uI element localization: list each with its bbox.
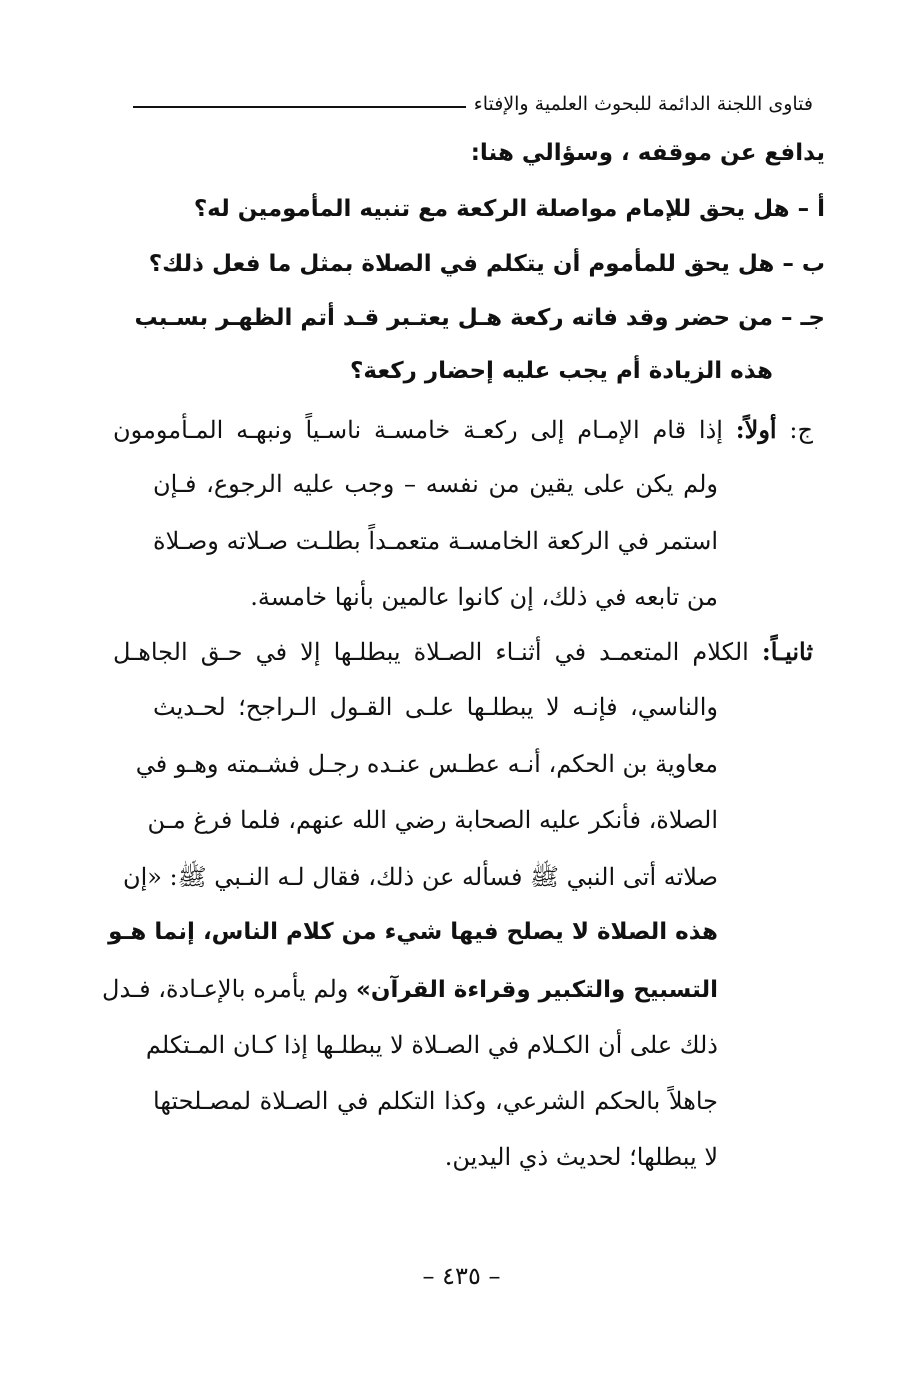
answer-first-label: أولاً: — [735, 415, 777, 444]
question-a: أ – هل يحق للإمام مواصلة الركعة مع تنبيه المأمومين له؟ — [193, 196, 825, 222]
answer-second-text: الكلام المتعمـد في أثنـاء الصـلاة يبطلـها إلا في حـق الجاهـل — [113, 638, 749, 666]
answer-second-line4: الصلاة، فأنكر عليه الصحابة رضي الله عنهم، فلما فرغ مـن — [147, 806, 718, 834]
answer-second-label: ثانيـاً: — [761, 637, 813, 666]
answer-first-line2: ولم يكن على يقين من نفسه – وجب عليه الرجوع، فـإن — [153, 470, 718, 498]
answer-second-line5: صلاته أتى النبي ﷺ فسأله عن ذلك، فقال لـه النـبي ﷺ: «إن — [122, 863, 718, 891]
question-c-line2: هذه الزيادة أم يجب عليه إحضار ركعة؟ — [350, 358, 773, 384]
answer-first-line1 — [113, 415, 813, 444]
answer-first-line4: من تابعه في ذلك، إن كانوا عالمين بأنها خامسة. — [250, 583, 718, 611]
question-intro: يدافع عن موقفه ، وسؤالي هنا: — [470, 140, 825, 166]
answer-second-line3: معاوية بن الحكم، أنـه عطـس عنـده رجـل فشـمته وهـو في — [135, 750, 718, 778]
answer-second-line7-rest: ولم يأمره بالإعـادة، فـدل — [102, 975, 356, 1003]
question-c-line1: جـ – من حضر وقد فاته ركعة هـل يعتـبر قـد أتم الظهـر بسـبب — [134, 305, 825, 331]
answer-second-line8: ذلك على أن الكـلام في الصـلاة لا يبطلـها إذا كـان المـتكلم — [145, 1031, 718, 1059]
answer-second-line6: هذه الصلاة لا يصلح فيها شيء من كلام الناس، إنما هـو — [108, 919, 718, 945]
answer-second-line9: جاهلاً بالحكم الشرعي، وكذا التكلم في الصـلاة لمصـلحتها — [153, 1087, 718, 1115]
answer-second-line7 — [102, 975, 718, 1003]
hadith-quote-end: التسبيح والتكبير وقراءة القرآن» — [356, 977, 718, 1003]
answer-second-line1 — [113, 637, 813, 666]
answer-second-line2: والناسي، فإنـه لا يبطلـها علـى القـول الـراجح؛ لحـديث — [153, 693, 718, 721]
question-b: ب – هل يحق للمأموم أن يتكلم في الصلاة بمثل ما فعل ذلك؟ — [148, 251, 825, 277]
page-number: – ٤٣٥ – — [422, 1262, 501, 1290]
header-title: فتاوى اللجنة الدائمة للبحوث العلمية والإفتاء — [473, 93, 813, 115]
answer-first-text: إذا قام الإمـام إلى ركعـة خامسـة ناسـياً ونبهـه المـأمومون — [113, 416, 723, 444]
answer-first-line3: استمر في الركعة الخامسـة متعمـداً بطلـت صـلاته وصـلاة — [153, 527, 718, 555]
answer-second-line10: لا يبطلها؛ لحديث ذي اليدين. — [444, 1143, 718, 1171]
answer-prefix: ج: — [789, 416, 813, 444]
header-rule — [133, 106, 466, 108]
page-header — [133, 84, 813, 124]
